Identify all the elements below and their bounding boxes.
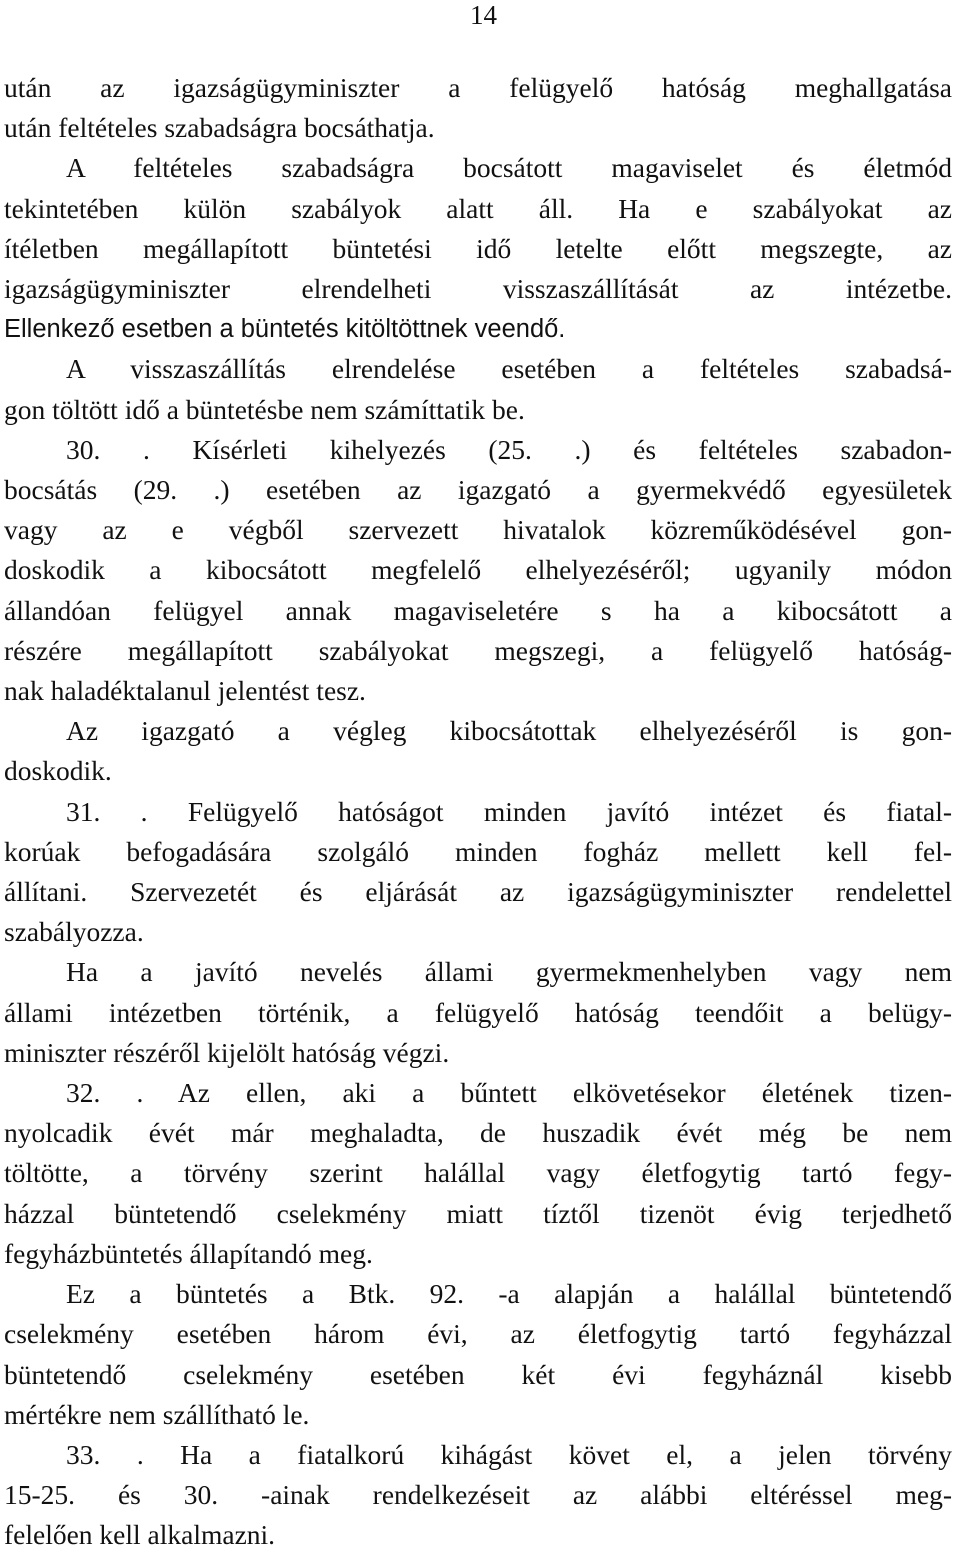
text-line: 32. . Az ellen, aki a bűntett elkövetésekor életének tizen- — [66, 1077, 952, 1109]
text-line: vagy az e végből szervezett hivatalok közreműködésével gon- — [4, 514, 952, 546]
text-line: bocsátás (29. .) esetében az igazgató a gyermekvédő egyesületek — [4, 474, 952, 506]
text-line: után az igazságügyminiszter a felügyelő hatóság meghallgatása — [4, 72, 952, 103]
text-line: töltötte, a törvény szerint halállal vagy életfogytig tartó fegy- — [4, 1157, 952, 1189]
paragraph — [4, 430, 952, 711]
text-line: ítéletben megállapított büntetési idő letelte előtt megszegte, az — [4, 232, 952, 264]
paragraph — [4, 68, 952, 148]
paragraph — [4, 349, 952, 429]
paragraph — [4, 1274, 952, 1435]
text-line: házzal büntetendő cselekmény miatt tíztől tizenöt évig terjedhető — [4, 1197, 952, 1229]
text-line: igazságügyminiszter elrendelheti visszaszállítását az intézetbe. — [4, 273, 952, 305]
text-line: után feltételes szabadságra bocsáthatja. — [4, 112, 435, 144]
paragraph — [4, 952, 952, 1073]
text-line: nak haladéktalanul jelentést tesz. — [4, 675, 366, 707]
text-line: tekintetében külön szabályok alatt áll. Ha e szabályokat az — [4, 192, 952, 224]
text-line: A feltételes szabadságra bocsátott magaviselet és életmód — [66, 152, 952, 184]
paragraph — [4, 148, 952, 349]
paragraph — [4, 1435, 952, 1556]
text-line: állami intézetben történik, a felügyelő hatóság teendőit a belügy- — [4, 996, 952, 1028]
text-line: fegyházbüntetés állapítandó meg. — [4, 1237, 373, 1269]
text-line: A visszaszállítás elrendelése esetében a feltételes szabadsá- — [66, 353, 952, 385]
text-line: szabályozza. — [4, 916, 144, 948]
page-number: 14 — [470, 0, 497, 30]
text-line: büntetendő cselekmény esetében két évi fegyháznál kisebb — [4, 1358, 952, 1390]
text-line: korúak befogadására szolgáló minden fogház mellett kell fel- — [4, 835, 952, 867]
text-line: nyolcadik évét már meghaladta, de huszadik évét még be nem — [4, 1117, 952, 1149]
text-line: 33. . Ha a fiatalkorú kihágást követ el, a jelen törvény — [66, 1438, 952, 1470]
text-line: doskodik. — [4, 755, 112, 787]
text-line: cselekmény esetében három évi, az életfogytig tartó fegyházzal — [4, 1318, 952, 1350]
text-line: mértékre nem szállítható le. — [4, 1398, 310, 1430]
text-line: részére megállapított szabályokat megszegi, a felügyelő hatóság- — [4, 634, 952, 666]
text-line: Ez a büntetés a Btk. 92. -a alapján a halállal büntetendő — [66, 1278, 952, 1310]
text-line: Az igazgató a végleg kibocsátottak elhelyezéséről is gon- — [66, 715, 952, 747]
paragraph — [4, 1073, 952, 1274]
text-line: állandóan felügyel annak magaviseletére s ha a kibocsátott a — [4, 594, 952, 626]
paragraph — [4, 711, 952, 791]
text-line: gon töltött idő a büntetésbe nem számíttatik be. — [4, 393, 525, 425]
text-line: 31. . Felügyelő hatóságot minden javító intézet és fiatal- — [66, 795, 952, 827]
text-line: felelően kell alkalmazni. — [4, 1519, 276, 1551]
text-line: Ellenkező esetben a büntetés kitöltöttnek veendő. — [4, 315, 566, 344]
text-line: 15-25. és 30. -ainak rendelkezéseit az alábbi eltéréssel meg- — [4, 1479, 952, 1511]
paragraph — [4, 792, 952, 953]
text-line: miniszter részéről kijelölt hatóság végzi. — [4, 1036, 450, 1068]
document-body — [4, 68, 952, 1556]
text-line: 30. . Kísérleti kihelyezés (25. .) és feltételes szabadon- — [66, 433, 952, 465]
text-line: doskodik a kibocsátott megfelelő elhelyezéséről; ugyanily módon — [4, 554, 952, 586]
text-line: állítani. Szervezetét és eljárását az igazságügyminiszter rendelettel — [4, 876, 952, 908]
text-line: Ha a javító nevelés állami gyermekmenhelyben vagy nem — [66, 956, 952, 988]
